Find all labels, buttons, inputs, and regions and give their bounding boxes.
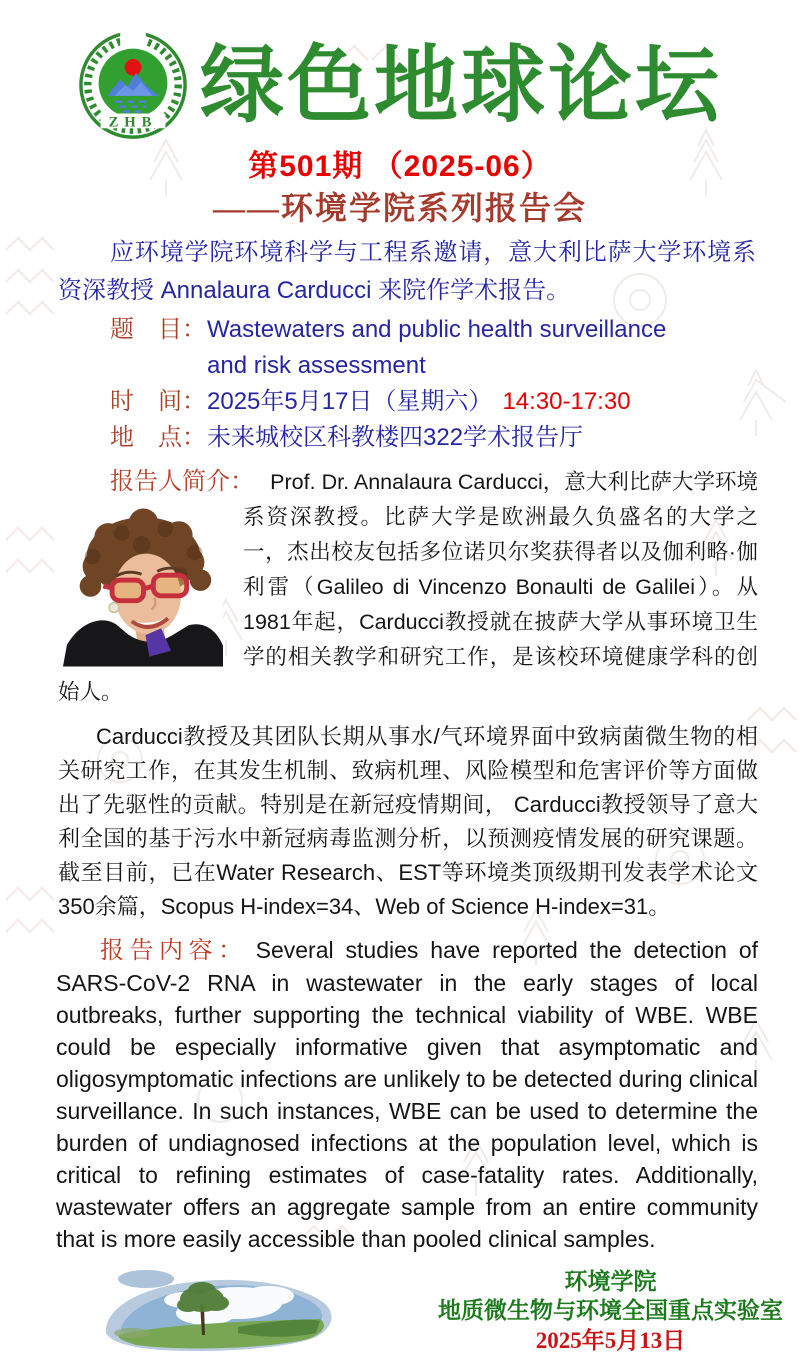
footer-signature [438,1267,783,1355]
pearl-earring [109,603,119,613]
forum-title: 绿色地球论坛 [200,39,723,133]
footer-org-2: 地质微生物与环境全国重点实验室 [438,1298,783,1323]
time-label: 时 间： [110,388,206,415]
sun-icon [125,59,142,76]
time-range: 14:30-17:30 [502,388,631,415]
footer-date: 2025年5月13日 [535,1328,686,1353]
intro-paragraph: 应环境学院环境科学与工程系邀请，意大利比萨大学环境系资深教授 Annalaura Carducci 来院作学术报告。 [58,239,756,304]
issue-number: 第501期 （2025-06） [248,150,552,183]
lecture-details [110,312,800,456]
logo-zhb-text: ZHB [108,114,158,131]
topic-row [110,312,800,384]
topic-label: 题 目： [110,316,206,343]
abstract-label: 报告内容： [100,937,248,964]
abstract-text: Several studies have reported the detection of SARS-CoV-2 RNA in wastewater in the early stages of local outbreaks, further supporting the technical viability of WBE. WBE could be especially informative given that asymptomatic and oligosymptomatic infections are unlikely to be detected during clinical surveillance. In such instances, WBE can be used to determine the burden of undiagnosed infections at the population level, which is critical to refining estimates of case-fatality rates. Additionally, wastewater offers an aggregate sample from an entire community that is more easily accessible than pooled clinical samples. [56,937,759,1252]
speaker-section [58,464,758,710]
footer-org-1: 环境学院 [564,1269,657,1294]
abstract-section [56,934,758,1255]
venue-value: 未来城校区科教楼四322学术报告厅 [207,424,584,451]
speaker-intro-label: 报告人简介： [110,468,255,495]
topic-line-2: and risk assessment [207,352,426,379]
time-value [207,384,631,420]
environment-logo [74,30,192,144]
series-subtitle: ——环境学院系列报告会 [212,190,587,226]
footer-landscape-image [88,1263,344,1355]
topic-value [207,312,666,384]
venue-row [110,420,800,456]
research-paragraph: Carducci教授及其团队长期从事水/气环境界面中致病菌微生物的相关研究工作，在其发生机制、致病机理、风险模型和危害评价等方面做出了先驱性的贡献。特别是在新冠疫情期间， Carducci教授领导了意大利全国的基于污水中新冠病毒监测分析，以预测疫情发展的研究课题。截至目前，已在Water Research、EST等环境类顶级期刊发表学术论文350余篇，Scopus H-index=34、Web of Science H-index=31。 [58,724,758,919]
venue-label: 地 点： [110,424,206,451]
topic-line-1: Wastewaters and public health surveillance [207,316,667,343]
footer [0,1263,800,1355]
time-date: 2025年5月17日（星期六） [207,388,493,415]
header [0,0,800,144]
speaker-photo [63,504,223,668]
time-row [110,384,800,420]
speaker-bio: Prof. Dr. Annalaura Carducci，意大利比萨大学环境系资深教授。比萨大学是欧洲最久负盛名的大学之一，杰出校友包括多位诺贝尔奖获得者以及伽利略·伽利雷（Galileo di Vincenzo Bonaulti de Galilei）。从1981年起，Carducci教授就在披萨大学从事环境卫生学的相关教学和研究工作，是该校环境健康学科的创始人。 [58,470,759,704]
